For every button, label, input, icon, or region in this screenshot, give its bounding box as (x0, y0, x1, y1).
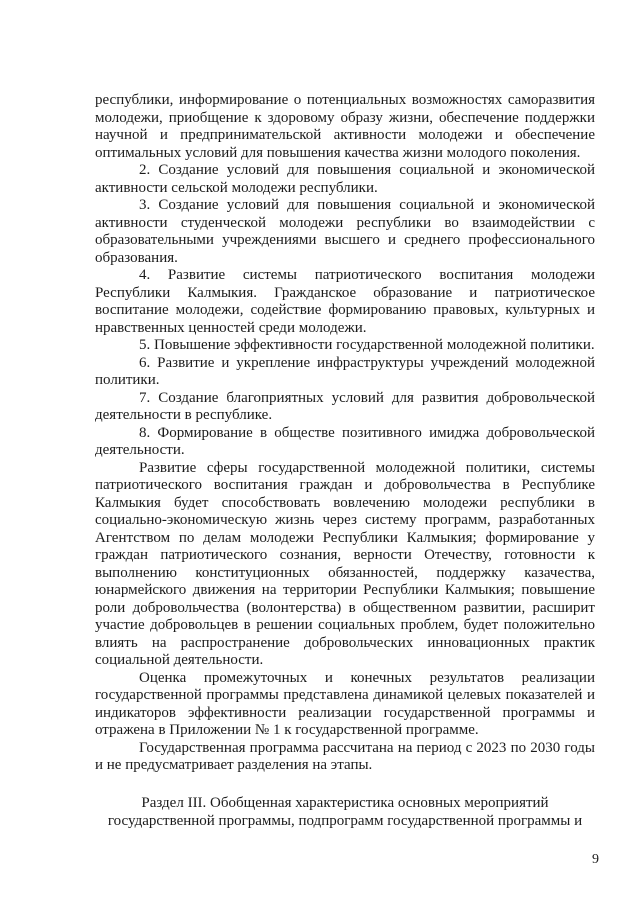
paragraph-continuation: республики, информирование о потенциальных возможностях саморазвития молодежи, приобщение к здоровому образу жизни, обеспечение поддержки научной и предпринимательской активности молодежи и обеспечение оптимальных условий для повышения качества жизни молодого поколения. (95, 92, 595, 161)
paragraph-item-5: 5. Повышение эффективности государственной молодежной политики. (139, 337, 595, 353)
section-heading-line-1: Раздел III. Обобщенная характеристика основных мероприятий (141, 795, 549, 811)
paragraph-item-8: 8. Формирование в обществе позитивного имиджа добровольческой деятельности. (95, 424, 595, 458)
section-heading (95, 794, 595, 830)
paragraph-period: Государственная программа рассчитана на период с 2023 по 2030 годы и не предусматривает разделения на этапы. (95, 739, 595, 773)
paragraph-item-7: 7. Создание благоприятных условий для развития добровольческой деятельности в республике. (95, 389, 595, 423)
section-heading-line-2: государственной программы, подпрограмм государственной программы и (107, 813, 583, 829)
paragraph-item-6: 6. Развитие и укрепление инфраструктуры учреждений молодежной политики. (95, 354, 595, 388)
paragraph-evaluation: Оценка промежуточных и конечных результатов реализации государственной программы представлена динамикой целевых показателей и индикаторов эффективности реализации государственной программы и отражена в Приложении № 1 к государственной программе. (95, 669, 595, 738)
paragraph-development: Развитие сферы государственной молодежной политики, системы патриотического воспитания граждан и добровольчества в Республике Калмыкия будет способствовать вовлечению молодежи республики в социально-экономическую жизнь через систему программ, разработанных Агентством по делам молодежи Республики Калмыкия; формирование у граждан патриотического сознания, верности Отечеству, готовности к выполнению конституционных обязанностей, поддержку казачества, юнармейского движения на территории Республики Калмыкия; повышение роли добровольчества (волонтерства) в общественном развитии, расширит участие добровольцев в решении социальных проблем, будет положительно влиять на распространение добровольческих инновационных практик социальной деятельности. (95, 459, 595, 668)
document-body (95, 92, 595, 775)
paragraph-item-2: 2. Создание условий для повышения социальной и экономической активности сельской молодежи республики. (95, 162, 595, 196)
paragraph-item-4: 4. Развитие системы патриотического воспитания молодежи Республики Калмыкия. Гражданское образование и патриотическое воспитание молодежи, содействие формированию правовых, культурных и нравственных ценностей среди молодежи. (95, 267, 595, 336)
page-number: 9 (592, 852, 599, 867)
paragraph-item-3: 3. Создание условий для повышения социальной и экономической активности студенческой молодежи республики во взаимодействии с образовательными учреждениями высшего и среднего профессионального образования. (95, 197, 595, 266)
